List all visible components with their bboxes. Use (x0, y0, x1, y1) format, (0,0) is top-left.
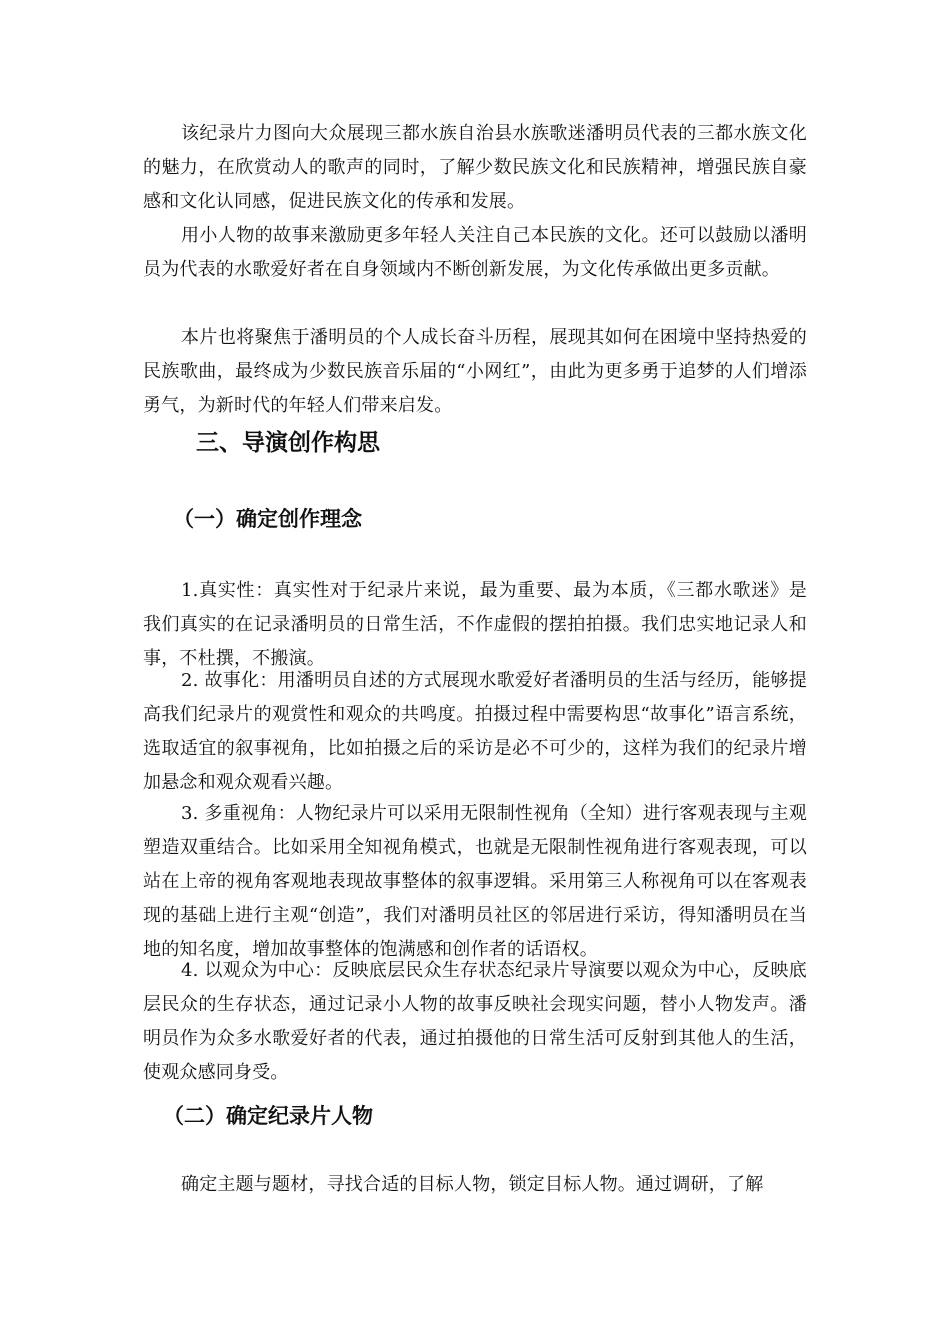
subsection-heading-2: （二）确定纪录片人物 (163, 1104, 373, 1128)
paragraph-intro-1: 该纪录片力图向大众展现三都水族自治县水族歌迷潘明员代表的三都水族文化的魅力，在欣赏动人的歌声的同时，了解少数民族文化和民族精神，增强民族自豪感和文化认同感，促进民族文化的传承和发展。 (143, 123, 807, 212)
principle-item-3: 3. 多重视角：人物纪录片可以采用无限制性视角（全知）进行客观表现与主观塑造双重结合。比如采用全知视角模式，也就是无限制性视角进行客观表现，可以站在上帝的视角客观地表现故事整体的叙事逻辑。采用第三人称视角可以在客观表现的基础上进行主观“创造”，我们对潘明员社区的邻居进行采访，得知潘明员在当地的知名度，增加故事整体的饱满感和创作者的话语权。 (143, 803, 807, 960)
principle-item-2: 2. 故事化：用潘明员自述的方式展现水歌爱好者潘明员的生活与经历，能够提高我们纪录片的观赏性和观众的共鸣度。拍摄过程中需要构思“故事化”语言系统，选取适宜的叙事视角，比如拍摄之后的采访是必不可少的，这样为我们的纪录片增加悬念和观众观看兴趣。 (143, 670, 807, 793)
paragraph-character: 确定主题与题材，寻找合适的目标人物，锁定目标人物。通过调研，了解 (181, 1174, 764, 1195)
section-heading: 三、导演创作构思 (196, 430, 380, 456)
subsection-heading-1: （一）确定创作理念 (173, 507, 362, 531)
paragraph-intro-2: 用小人物的故事来激励更多年轻人关注自己本民族的文化。还可以鼓励以潘明员为代表的水歌爱好者在自身领域内不断创新发展，为文化传承做出更多贡献。 (143, 225, 807, 280)
paragraph-intro-3: 本片也将聚焦于潘明员的个人成长奋斗历程，展现其如何在困境中坚持热爱的民族歌曲，最终成为少数民族音乐届的“小网红”，由此为更多勇于追梦的人们增添勇气，为新时代的年轻人们带来启发。 (143, 327, 807, 416)
principle-item-4: 4. 以观众为中心：反映底层民众生存状态纪录片导演要以观众为中心，反映底层民众的生存状态，通过记录小人物的故事反映社会现实问题，替小人物发声。潘明员作为众多水歌爱好者的代表，通过拍摄他的日常生活可反射到其他人的生活，使观众感同身受。 (143, 960, 807, 1083)
principle-item-1: 1.真实性：真实性对于纪录片来说，最为重要、最为本质，《三都水歌迷》是我们真实的在记录潘明员的日常生活，不作虚假的摆拍拍摄。我们忠实地记录人和事，不杜撰，不搬演。 (143, 580, 807, 669)
